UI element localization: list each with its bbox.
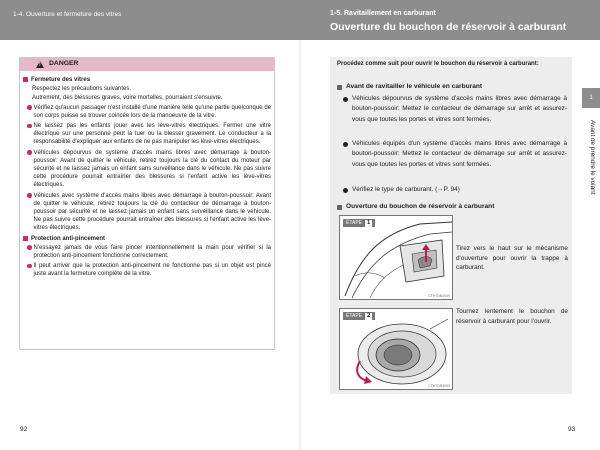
- bullet-dot-icon: [27, 150, 32, 155]
- chapter-side-text: Avant de prendre le volant: [589, 120, 596, 195]
- bullet-dot-icon: [343, 188, 348, 193]
- square-bullet-icon: [23, 236, 28, 241]
- danger-banner: [20, 58, 274, 71]
- subsection-title-before-refuel: Avant de ravitailler le véhicule en carburant: [337, 82, 567, 92]
- figure-code: CTH7DB4059: [428, 294, 450, 298]
- fuel-instructions-box: [330, 57, 572, 394]
- figure-step-2: [339, 308, 453, 390]
- refuel-bullet: Véhicules équipés d'un système d'accès mains libres avec démarrage à bouton-poussoir: Mettez le contacteur de démarrage sur arrêt et assurez-vous que toutes les portes et vitres sont fermées.: [337, 139, 567, 170]
- danger-section-title: Protection anti-pincement: [23, 235, 271, 243]
- step-label: ÉTAPE 2: [343, 312, 375, 320]
- danger-bullet: Vérifiez qu'aucun passager n'est installé d'une manière telle qu'une partie quelconque de son corps puisse se trouver coincée lors de la manoeuvre de la vitre.: [27, 104, 271, 120]
- danger-section-title: Fermeture des vitres: [23, 76, 271, 84]
- step-label: ÉTAPE 1: [343, 219, 375, 227]
- square-bullet-icon: [337, 85, 342, 90]
- left-page-number: 92: [20, 426, 28, 433]
- danger-bullet: Véhicules dépourvus de système d'accès mains libres avec démarrage à bouton-poussoir: Avant de quitter le véhicule, retirez toujours la clé du contact du moteur par sécurité et ne laissez jamais un enfant sans surveillance dans le véhicule. Ne pas suivre cette procédure pourrait entraîner des blessures si l'enfant active les lève-vitres électriques.: [27, 149, 271, 190]
- intro-text: Procédez comme suit pour ouvrir le bouchon du réservoir à carburant:: [337, 61, 539, 67]
- right-page-header: [300, 0, 600, 40]
- right-section-label: 1-5. Ravitaillement en carburant: [330, 10, 436, 17]
- fuel-door-release-lever-illustration: [340, 216, 452, 299]
- bullet-dot-icon: [27, 105, 32, 110]
- danger-paragraph: Respectez les précautions suivantes.: [32, 86, 132, 93]
- danger-bullet: N'essayez jamais de vous faire pincer intentionnellement la main pour vérifier si la protection anti-pincement fonctionne correctement.: [27, 244, 271, 260]
- danger-bullet: Il peut arriver que la protection anti-pincement ne fonctionne pas si un objet est pincé juste avant la fermeture complète de la vitre.: [27, 262, 271, 278]
- danger-paragraph: Autrement, des blessures graves, voire mortelles, pourraient s'ensuivre.: [32, 95, 223, 102]
- step-1-text: Tirez vers le haut sur le mécanisme d'ouverture pour ouvrir la trappe à carburant.: [456, 245, 568, 271]
- bullet-dot-icon: [27, 264, 32, 269]
- danger-bullet: Véhicules avec système d'accès mains libres avec démarrage à bouton-poussoir: Avant de quitter le véhicule, retirez toujours la clé du contacteur de démarrage à bouton-poussoir par sécurité et ne laissez jamais un enfant sans surveillance dans le véhicule. Ne pas suivre cette procédure pourrait entraîner des blessures si l'enfant active les lève-vitres électriques.: [27, 192, 271, 233]
- square-bullet-icon: [337, 205, 342, 210]
- danger-box: [19, 57, 275, 350]
- page-gutter: [299, 40, 301, 450]
- danger-label: DANGER: [49, 60, 79, 68]
- subsection-title-open-cap: Ouverture du bouchon de réservoir à carburant: [337, 202, 567, 212]
- bullet-dot-icon: [27, 124, 32, 129]
- refuel-bullet: Véhicules dépourvus de système d'accès mains libres avec démarrage à bouton-poussoir: Mettez le contacteur de démarrage sur arrêt et assurez-vous que toutes les portes et vitres sont fermées.: [337, 94, 567, 125]
- bullet-dot-icon: [27, 193, 32, 198]
- right-page-number: 93: [568, 426, 576, 433]
- square-bullet-icon: [23, 77, 28, 82]
- chapter-tab: 1: [582, 88, 600, 108]
- danger-bullet: Ne laissez pas les enfants jouer avec les lève-vitres électriques. Fermer une vitre électrique sur une personne peut la tuer ou la blesser gravement. Le conducteur a la responsabilité d'expliquer aux enfants de ne pas manipuler les lève-vitres électriques.: [27, 122, 271, 147]
- refuel-bullet: Vérifiez le type de carburant. (→P. 94): [337, 185, 567, 195]
- step-2-text: Tournez lentement le bouchon de réservoir à carburant pour l'ouvrir.: [456, 308, 568, 325]
- bullet-dot-icon: [343, 142, 348, 147]
- bullet-dot-icon: [27, 245, 32, 250]
- left-header-title: 1-4. Ouverture et fermeture des vitres: [13, 11, 122, 18]
- warning-triangle-icon: !: [36, 61, 44, 68]
- bullet-dot-icon: [343, 97, 348, 102]
- right-page-title: Ouverture du bouchon de réservoir à carburant: [330, 21, 567, 33]
- fuel-cap-illustration: [340, 309, 452, 389]
- left-page-header: [0, 0, 300, 40]
- figure-step-1: [339, 215, 453, 300]
- figure-code: CTH7DB4069: [428, 384, 450, 388]
